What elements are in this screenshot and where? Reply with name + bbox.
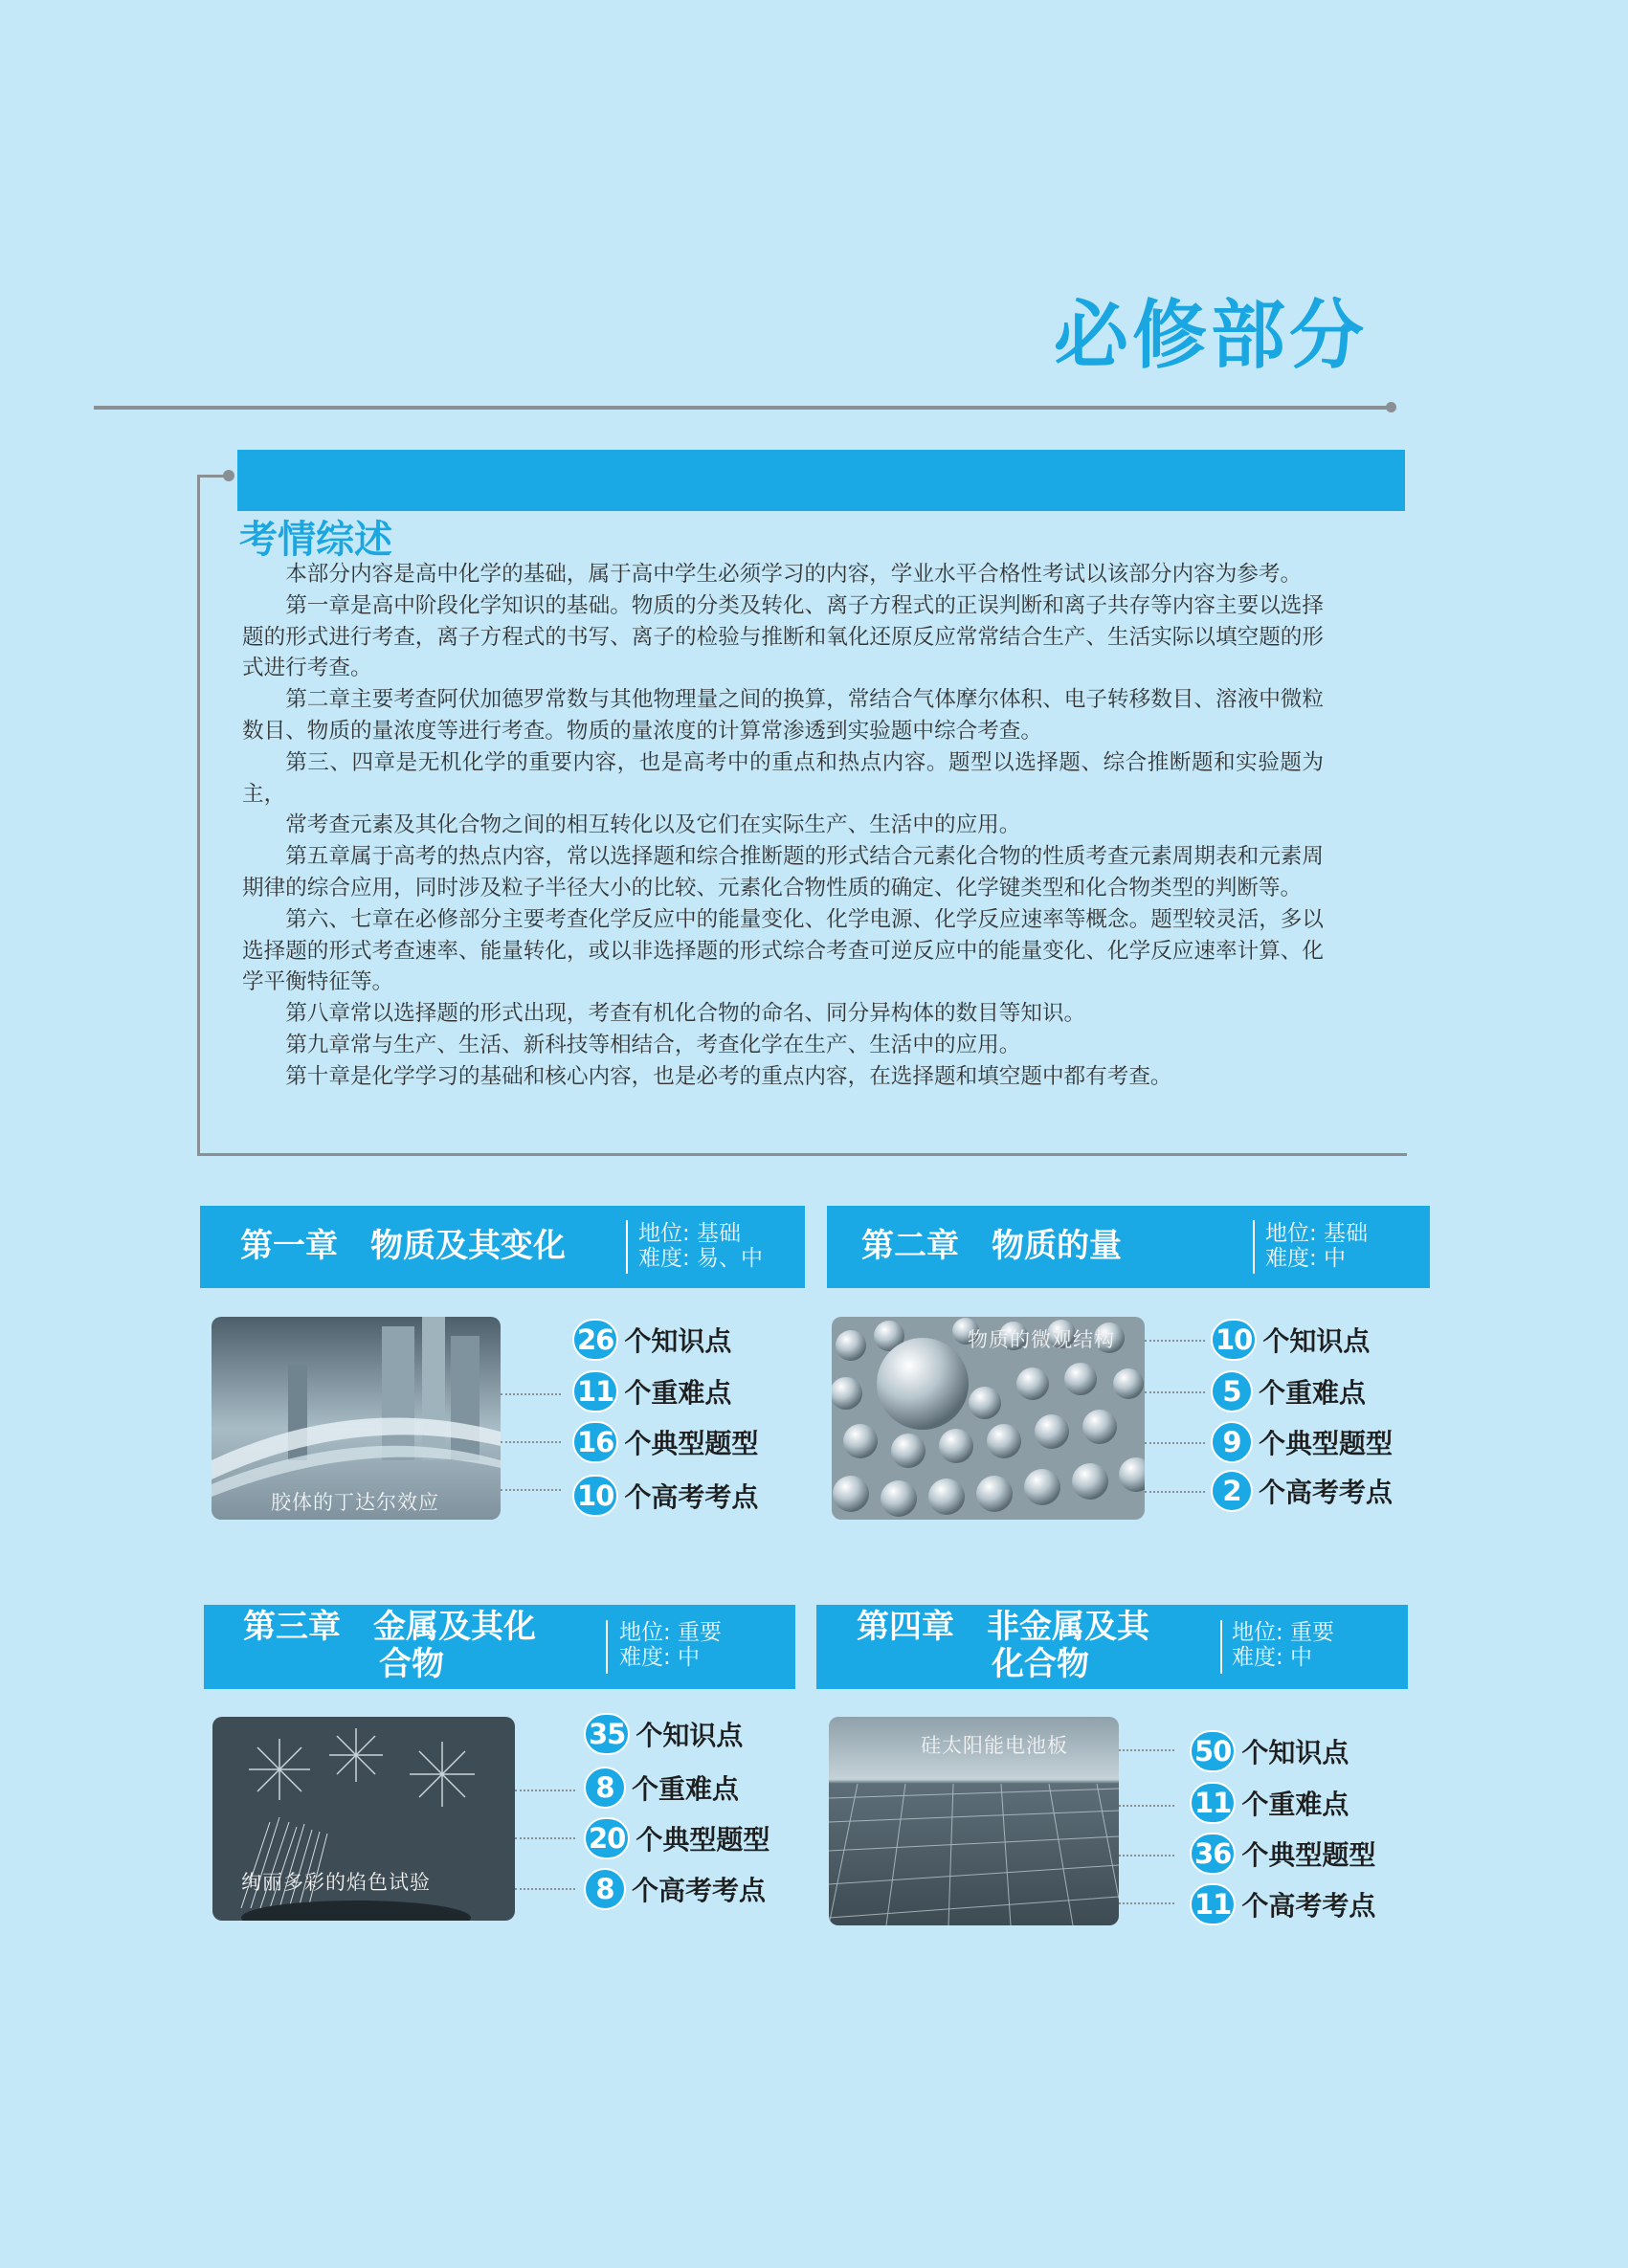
- chapter-1-leader: [501, 1441, 561, 1443]
- chapter-1-leader: [501, 1393, 561, 1395]
- chapter-3-header: [204, 1605, 795, 1689]
- stat-label: 个典型题型: [636, 1824, 770, 1856]
- overview-frame-left: [197, 475, 200, 1156]
- stat-count: 36: [1190, 1833, 1236, 1875]
- overview-paragraph: 第八章常以选择题的形式出现，考查有机化合物的命名、同分异构体的数目等知识。: [285, 1001, 1086, 1027]
- chapter-2-header: [827, 1206, 1430, 1288]
- chapter-1-leader: [501, 1489, 561, 1491]
- overview-header-bar: [237, 450, 1405, 511]
- page-title: 必修部分: [1053, 293, 1368, 379]
- stat-count: 35: [584, 1713, 630, 1755]
- stat-label: 个重难点: [1259, 1377, 1367, 1409]
- chapter-2-stat: [1211, 1470, 1393, 1512]
- chapter-1-stat: [572, 1421, 758, 1463]
- stat-label: 个重难点: [1241, 1789, 1349, 1820]
- stat-label: 个知识点: [636, 1720, 744, 1751]
- overview-paragraph: 第一章是高中阶段化学知识的基础。物质的分类及转化、离子方程式的正误判断和离子共存等内容主要以选择题的形式进行考查，离子方程式的书写、离子的检验与推断和氧化还原反应常常结合生产、生活实际以填空题的形式进行考查。: [242, 592, 1324, 681]
- chapter-3-divider: [606, 1620, 608, 1674]
- stat-count: 20: [584, 1817, 630, 1859]
- chapter-3-stat: [584, 1868, 766, 1910]
- chapter-2-leader: [1145, 1491, 1205, 1493]
- stat-label: 个典型题型: [1241, 1839, 1376, 1871]
- chapter-1-header: [200, 1206, 805, 1288]
- chapter-2-stat: [1211, 1421, 1393, 1463]
- chapter-2-difficulty: 难度: 中: [1265, 1246, 1347, 1271]
- chapter-1-difficulty: 难度: 易、中: [638, 1246, 764, 1271]
- overview-paragraph: 第三、四章是无机化学的重要内容，也是高考中的重点和热点内容。题型以选择题、综合推断题和实验题为主，: [242, 749, 1324, 807]
- stat-label: 个典型题型: [624, 1428, 759, 1459]
- chapter-4-stat: [1190, 1782, 1349, 1824]
- chapter-2-leader: [1145, 1391, 1205, 1393]
- chapter-2-stat: [1211, 1319, 1370, 1361]
- title-divider-dot: [1386, 402, 1396, 412]
- overview-paragraph: 本部分内容是高中化学的基础，属于高中学生必须学习的内容，学业水平合格性考试以该部分内容为参考。: [285, 562, 1303, 587]
- chapter-2-photo-caption: 物质的微观结构: [968, 1328, 1115, 1351]
- stat-count: 9: [1211, 1421, 1253, 1463]
- overview-paragraph: 第五章属于高考的热点内容，常以选择题和综合推断题的形式结合元素化合物的性质考查元素周期表和元素周期律的综合应用，同时涉及粒子半径大小的比较、元素化合物性质的确定、化学键类型和化合物类型的判断等。: [242, 844, 1324, 901]
- chapter-4-header: [816, 1605, 1408, 1689]
- chapter-3-stat: [584, 1817, 769, 1859]
- chapter-1-divider: [626, 1220, 628, 1274]
- stat-count: 2: [1211, 1470, 1253, 1512]
- stat-count: 26: [572, 1319, 618, 1361]
- chapter-1-title: 第一章 物质及其变化: [240, 1227, 566, 1265]
- chapter-4-divider: [1220, 1620, 1222, 1674]
- chapter-2-leader: [1145, 1442, 1205, 1444]
- stat-count: 8: [584, 1767, 626, 1809]
- chapter-3-leader: [515, 1837, 575, 1839]
- stat-label: 个重难点: [624, 1377, 732, 1409]
- chapter-1-stat: [572, 1475, 758, 1517]
- chapter-4-leader: [1119, 1805, 1174, 1807]
- chapter-2-title: 第二章 物质的量: [861, 1227, 1122, 1265]
- stat-label: 个知识点: [1262, 1325, 1371, 1357]
- stat-count: 5: [1211, 1370, 1253, 1412]
- stat-label: 个重难点: [632, 1773, 740, 1805]
- chapter-2-stat: [1211, 1370, 1366, 1412]
- overview-heading: 考情综述: [239, 518, 392, 562]
- chapter-1-stat: [572, 1319, 731, 1361]
- chapter-1-photo-caption: 胶体的丁达尔效应: [271, 1491, 439, 1514]
- chapter-3-difficulty: 难度: 中: [619, 1645, 701, 1670]
- chapter-4-photo: [829, 1717, 1119, 1925]
- stat-label: 个高考考点: [632, 1875, 767, 1906]
- chapter-4-leader: [1119, 1855, 1174, 1857]
- stat-count: 10: [572, 1475, 618, 1517]
- chapter-2-leader: [1145, 1340, 1205, 1342]
- chapter-4-title-line1: 第四章 非金属及其: [857, 1608, 1149, 1646]
- chapter-2-position: 地位: 基础: [1265, 1221, 1369, 1246]
- chapter-3-stat: [584, 1767, 739, 1809]
- chapter-3-stat: [584, 1713, 743, 1755]
- stat-count: 16: [572, 1421, 618, 1463]
- stat-label: 个知识点: [1241, 1737, 1349, 1768]
- stat-count: 10: [1211, 1319, 1257, 1361]
- chapter-4-leader: [1119, 1902, 1174, 1904]
- chapter-4-difficulty: 难度: 中: [1232, 1645, 1313, 1670]
- overview-text: [242, 559, 1324, 1093]
- chapter-1-photo: [212, 1317, 501, 1520]
- stat-label: 个高考考点: [1259, 1477, 1394, 1508]
- chapter-4-photo-caption: 硅太阳能电池板: [921, 1734, 1068, 1757]
- stat-label: 个高考考点: [1241, 1890, 1376, 1922]
- chapter-2-photo: [832, 1317, 1145, 1520]
- overview-frame-bottom: [197, 1153, 1407, 1156]
- chapter-3-position: 地位: 重要: [619, 1620, 723, 1645]
- chapter-4-stat: [1190, 1883, 1375, 1925]
- chapter-3-title-line1: 第三章 金属及其化: [243, 1608, 536, 1646]
- chapter-1-position: 地位: 基础: [638, 1221, 742, 1246]
- chapter-2-divider: [1253, 1220, 1255, 1274]
- chapter-3-title-line2: 合物: [379, 1645, 444, 1683]
- stat-label: 个知识点: [624, 1325, 732, 1357]
- stat-label: 个典型题型: [1259, 1428, 1394, 1459]
- chapter-4-title-line2: 化合物: [992, 1645, 1089, 1683]
- chapter-4-stat: [1190, 1833, 1375, 1875]
- overview-paragraph: 常考查元素及其化合物之间的相互转化以及它们在实际生产、生活中的应用。: [285, 812, 1021, 838]
- chapter-3-photo: [212, 1717, 515, 1921]
- chapter-3-leader: [515, 1888, 575, 1890]
- stat-count: 50: [1190, 1730, 1236, 1772]
- stat-label: 个高考考点: [624, 1481, 759, 1513]
- overview-paragraph: 第九章常与生产、生活、新科技等相结合，考查化学在生产、生活中的应用。: [285, 1032, 1021, 1057]
- chapter-4-stat: [1190, 1730, 1349, 1772]
- chapter-3-photo-caption: 绚丽多彩的焰色试验: [241, 1871, 431, 1894]
- chapter-4-position: 地位: 重要: [1232, 1620, 1335, 1645]
- stat-count: 11: [1190, 1883, 1236, 1925]
- overview-paragraph: 第二章主要考查阿伏加德罗常数与其他物理量之间的换算，常结合气体摩尔体积、电子转移数目、溶液中微粒数目、物质的量浓度等进行考查。物质的量浓度的计算常渗透到实验题中综合考查。: [242, 687, 1324, 744]
- chapter-4-leader: [1119, 1749, 1174, 1751]
- chapter-1-stat: [572, 1370, 731, 1412]
- stat-count: 11: [1190, 1782, 1236, 1824]
- overview-paragraph: 第六、七章在必修部分主要考查化学反应中的能量变化、化学电源、化学反应速率等概念。题型较灵活，多以选择题的形式考查速率、能量转化，或以非选择题的形式综合考查可逆反应中的能量变化、化学反应速率计算、化学平衡特征等。: [242, 906, 1324, 995]
- title-divider: [94, 406, 1392, 410]
- stat-count: 8: [584, 1868, 626, 1910]
- overview-paragraph: 第十章是化学学习的基础和核心内容，也是必考的重点内容，在选择题和填空题中都有考查。: [285, 1063, 1172, 1089]
- stat-count: 11: [572, 1370, 618, 1412]
- overview-frame-dot: [223, 470, 234, 481]
- chapter-3-leader: [515, 1790, 575, 1791]
